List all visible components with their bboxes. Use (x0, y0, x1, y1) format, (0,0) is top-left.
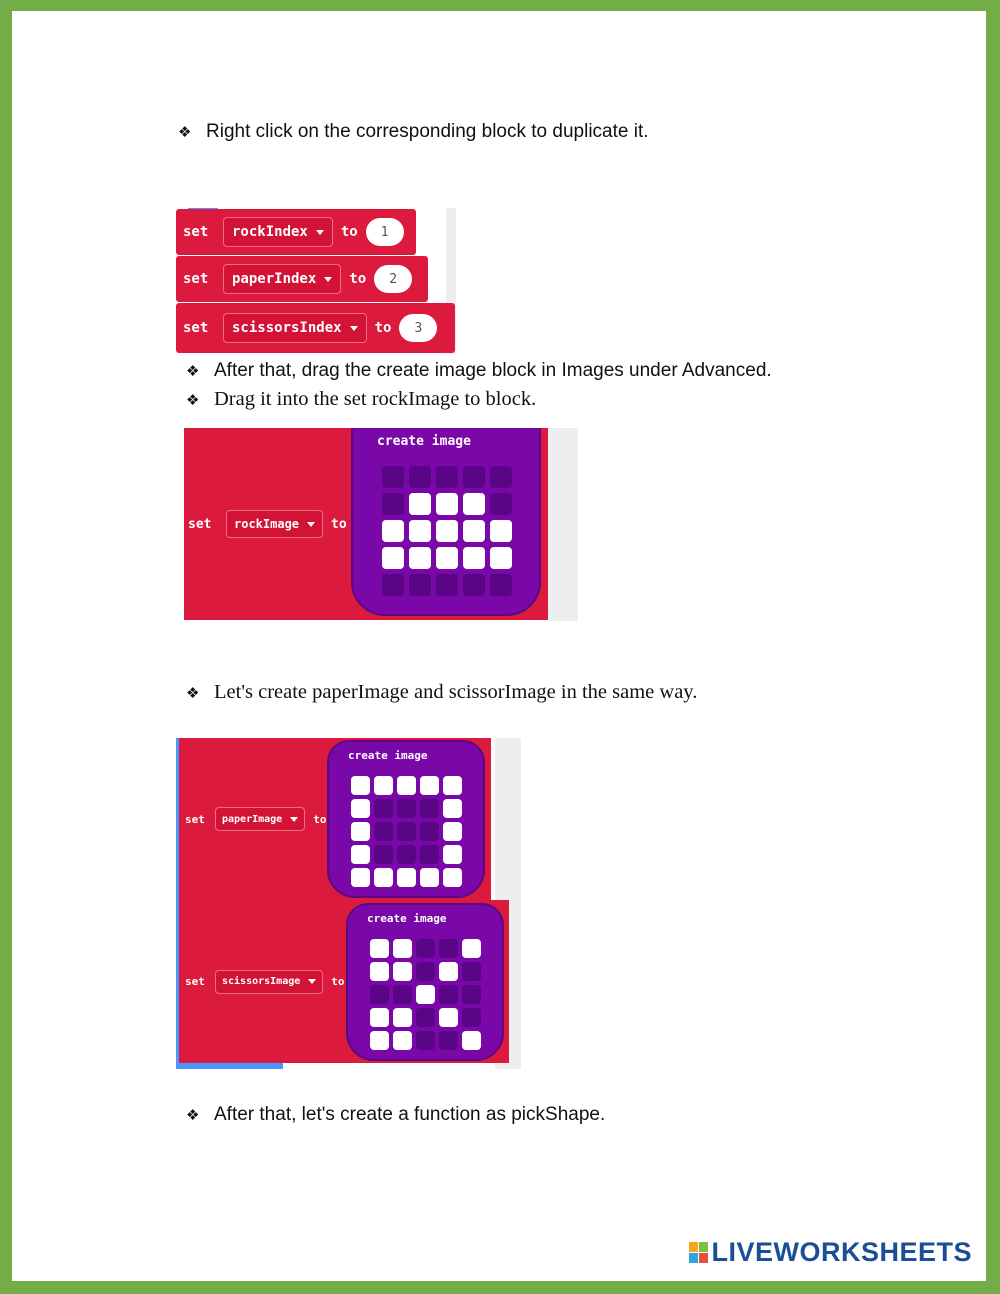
led-cell[interactable] (436, 520, 458, 542)
led-cell[interactable] (382, 547, 404, 569)
led-cell[interactable] (351, 776, 370, 795)
paper-scissors-workspace (176, 738, 521, 1069)
variable-name: paperIndex (232, 271, 317, 287)
led-cell[interactable] (439, 962, 458, 981)
led-cell[interactable] (393, 985, 412, 1004)
instruction-text: Let's create paperImage and scissorImage in the same way. (214, 681, 698, 703)
set-rockindex-block[interactable] (176, 209, 416, 255)
led-cell[interactable] (409, 520, 431, 542)
diamond-bullet-icon: ❖ (178, 123, 192, 141)
worksheet-page (12, 11, 986, 1281)
led-cell[interactable] (490, 466, 512, 488)
led-cell[interactable] (463, 493, 485, 515)
variable-name: scissorsIndex (232, 320, 342, 336)
led-cell[interactable] (463, 574, 485, 596)
led-cell[interactable] (397, 868, 416, 887)
instruction-drag-create-image (186, 360, 772, 382)
led-cell[interactable] (490, 493, 512, 515)
to-keyword: to (331, 975, 345, 988)
led-cell[interactable] (374, 799, 393, 818)
led-cell[interactable] (397, 799, 416, 818)
create-image-label: create image (377, 434, 471, 449)
led-cell[interactable] (420, 822, 439, 841)
led-cell[interactable] (436, 493, 458, 515)
led-grid[interactable] (382, 466, 512, 596)
to-keyword: to (374, 320, 392, 336)
set-keyword: set (185, 812, 205, 826)
led-cell[interactable] (382, 520, 404, 542)
led-cell[interactable] (351, 868, 370, 887)
diamond-bullet-icon: ❖ (186, 683, 200, 702)
create-image-block-scissors[interactable] (346, 903, 504, 1061)
instruction-text: After that, drag the create image block in Images under Advanced. (214, 360, 772, 381)
led-cell[interactable] (382, 574, 404, 596)
led-cell[interactable] (462, 1031, 481, 1050)
led-cell[interactable] (370, 1031, 389, 1050)
variable-dropdown[interactable] (223, 264, 341, 294)
led-cell[interactable] (409, 493, 431, 515)
led-cell[interactable] (439, 985, 458, 1004)
led-cell[interactable] (416, 939, 435, 958)
diamond-bullet-icon: ❖ (186, 390, 200, 409)
led-cell[interactable] (463, 547, 485, 569)
led-cell[interactable] (443, 799, 462, 818)
number-input[interactable]: 1 (366, 218, 404, 246)
to-keyword: to (340, 224, 358, 240)
variable-dropdown[interactable] (215, 807, 305, 831)
led-cell[interactable] (439, 939, 458, 958)
led-cell[interactable] (393, 939, 412, 958)
instruction-create-function (186, 1104, 605, 1126)
set-keyword: set (183, 224, 209, 240)
led-cell[interactable] (409, 547, 431, 569)
create-image-block-paper[interactable] (327, 740, 485, 898)
led-cell[interactable] (436, 574, 458, 596)
instruction-duplicate (178, 121, 649, 143)
number-input[interactable]: 2 (374, 265, 412, 293)
led-cell[interactable] (416, 985, 435, 1004)
led-cell[interactable] (416, 962, 435, 981)
led-cell[interactable] (370, 962, 389, 981)
dropdown-arrow-icon (324, 277, 332, 282)
led-cell[interactable] (416, 1008, 435, 1027)
led-cell[interactable] (409, 574, 431, 596)
led-cell[interactable] (443, 776, 462, 795)
led-cell[interactable] (463, 466, 485, 488)
variable-dropdown[interactable] (226, 510, 323, 538)
set-keyword: set (183, 271, 209, 287)
led-cell[interactable] (436, 466, 458, 488)
led-cell[interactable] (420, 776, 439, 795)
variable-name: rockIndex (232, 224, 308, 240)
dropdown-arrow-icon (290, 817, 298, 822)
set-paperindex-block[interactable] (176, 256, 428, 302)
variable-dropdown[interactable] (223, 313, 367, 343)
led-cell[interactable] (416, 1031, 435, 1050)
variable-dropdown[interactable] (215, 970, 323, 994)
dropdown-arrow-icon (350, 326, 358, 331)
create-image-label: create image (348, 749, 428, 762)
variable-name: scissorsImage (222, 976, 301, 987)
led-cell[interactable] (397, 845, 416, 864)
dropdown-arrow-icon (307, 522, 315, 527)
index-blocks-workspace (176, 208, 456, 354)
led-cell[interactable] (490, 547, 512, 569)
set-scissorsindex-block[interactable] (176, 303, 455, 353)
dropdown-arrow-icon (316, 230, 324, 235)
to-keyword: to (331, 516, 347, 532)
led-cell[interactable] (462, 962, 481, 981)
to-keyword: to (313, 812, 327, 826)
set-keyword: set (183, 320, 209, 336)
led-cell[interactable] (374, 845, 393, 864)
led-cell[interactable] (351, 845, 370, 864)
led-cell[interactable] (370, 1008, 389, 1027)
led-cell[interactable] (382, 493, 404, 515)
set-keyword: set (188, 516, 212, 532)
led-cell[interactable] (374, 776, 393, 795)
led-cell[interactable] (490, 520, 512, 542)
led-cell[interactable] (439, 1008, 458, 1027)
led-grid[interactable] (351, 776, 462, 887)
set-keyword: set (185, 975, 205, 988)
instruction-create-other-images (186, 681, 697, 704)
led-cell[interactable] (393, 1031, 412, 1050)
led-cell[interactable] (443, 868, 462, 887)
logo-text: LIVEWORKSHEETS (711, 1237, 972, 1267)
number-input[interactable]: 3 (399, 314, 437, 342)
create-image-label: create image (367, 912, 447, 925)
led-cell[interactable] (463, 520, 485, 542)
led-cell[interactable] (382, 466, 404, 488)
led-cell[interactable] (443, 822, 462, 841)
diamond-bullet-icon: ❖ (186, 362, 200, 380)
create-image-block[interactable] (351, 428, 541, 616)
led-cell[interactable] (443, 845, 462, 864)
led-cell[interactable] (374, 822, 393, 841)
led-cell[interactable] (393, 1008, 412, 1027)
led-cell[interactable] (462, 939, 481, 958)
led-cell[interactable] (397, 822, 416, 841)
led-cell[interactable] (351, 822, 370, 841)
led-cell[interactable] (439, 1031, 458, 1050)
dropdown-arrow-icon (308, 979, 316, 984)
led-cell[interactable] (462, 1008, 481, 1027)
led-cell[interactable] (420, 845, 439, 864)
led-cell[interactable] (397, 776, 416, 795)
led-cell[interactable] (462, 985, 481, 1004)
led-cell[interactable] (370, 939, 389, 958)
instruction-drag-into-rockimage (186, 388, 536, 411)
variable-name: paperImage (222, 813, 283, 825)
rock-image-workspace (184, 428, 578, 621)
liveworksheets-logo (689, 1237, 972, 1268)
led-cell[interactable] (490, 574, 512, 596)
led-cell[interactable] (393, 962, 412, 981)
variable-name: rockImage (234, 517, 300, 531)
led-cell[interactable] (436, 547, 458, 569)
instruction-text: After that, let's create a function as pickShape. (214, 1104, 606, 1125)
variable-dropdown[interactable] (223, 217, 333, 247)
instruction-text: Drag it into the set rockImage to block. (214, 388, 537, 410)
led-cell[interactable] (420, 799, 439, 818)
diamond-bullet-icon: ❖ (186, 1106, 200, 1124)
led-cell[interactable] (374, 868, 393, 887)
to-keyword: to (349, 271, 367, 287)
led-grid[interactable] (370, 939, 481, 1050)
logo-badge-icon (689, 1242, 708, 1263)
led-cell[interactable] (420, 868, 439, 887)
led-cell[interactable] (409, 466, 431, 488)
led-cell[interactable] (370, 985, 389, 1004)
led-cell[interactable] (351, 799, 370, 818)
instruction-text: Right click on the corresponding block to duplicate it. (206, 121, 649, 142)
